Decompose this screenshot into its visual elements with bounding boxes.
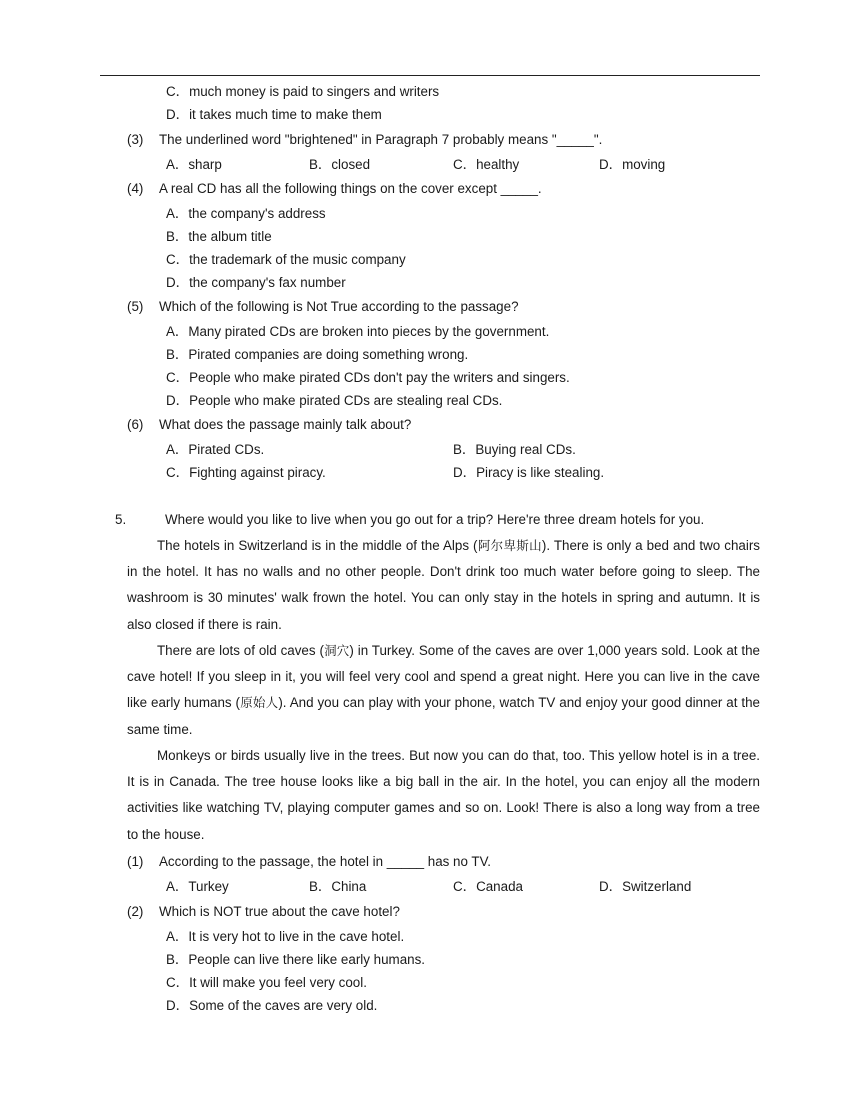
option-a: A．Pirated CDs. xyxy=(166,442,265,457)
question-stem: According to the passage, the hotel in _____ has no TV. xyxy=(159,854,492,869)
option-b: B．the album title xyxy=(166,229,272,244)
option-b: B．People can live there like early humans. xyxy=(166,952,426,967)
option-c: C．the trademark of the music company xyxy=(166,252,406,267)
option-b: B．Buying real CDs. xyxy=(453,442,576,457)
option-c: C．Canada xyxy=(453,879,523,894)
option-d: D．moving xyxy=(599,157,666,172)
option-b: B．China xyxy=(309,879,367,894)
option-c: C．healthy xyxy=(453,157,520,172)
paragraph-turkey: There are lots of old caves (洞穴) in Turkey. Some of the caves are over 1,000 years sold. Look at the cave hotel! If you sleep in it, you will feel very cool and spend a great night. Here you can live in the cave like early humans (原始人). And you can play with your phone, watch TV and enjoy your good dinner at the same time. xyxy=(127,643,760,737)
option-d: D．the company's fax number xyxy=(166,275,346,290)
option-a: A．sharp xyxy=(166,157,222,172)
question-stem: Which is NOT true about the cave hotel? xyxy=(159,904,400,919)
passage-number: 5. xyxy=(115,512,127,527)
question-number: (1) xyxy=(127,854,144,869)
question-stem: Which of the following is Not True according to the passage? xyxy=(159,299,519,314)
question-number: (3) xyxy=(127,132,144,147)
paragraph-canada: Monkeys or birds usually live in the trees. But now you can do that, too. This yellow hotel is in a tree. It is in Canada. The tree house looks like a big ball in the air. In the hotel, you can enjoy all the modern activities like watching TV, playing computer games and so on. Look! There is also a long way from a tree to the house. xyxy=(127,748,760,842)
option-c: C．much money is paid to singers and writers xyxy=(166,84,440,99)
question-number: (2) xyxy=(127,904,144,919)
option-c: C．Fighting against piracy. xyxy=(166,465,326,480)
header-rule xyxy=(100,75,760,76)
option-d: D．it takes much time to make them xyxy=(166,107,382,122)
option-a: A．Many pirated CDs are broken into pieces by the government. xyxy=(166,324,550,339)
option-a: A．Turkey xyxy=(166,879,229,894)
question-stem: The underlined word "brightened" in Paragraph 7 probably means "_____". xyxy=(159,132,603,147)
question-number: (5) xyxy=(127,299,144,314)
option-d: D．Piracy is like stealing. xyxy=(453,465,605,480)
option-b: B．Pirated companies are doing something wrong. xyxy=(166,347,469,362)
option-b: B．closed xyxy=(309,157,371,172)
question-stem: What does the passage mainly talk about? xyxy=(159,417,412,432)
option-d: D．Some of the caves are very old. xyxy=(166,998,378,1013)
option-c: C．It will make you feel very cool. xyxy=(166,975,367,990)
question-number: (6) xyxy=(127,417,144,432)
question-number: (4) xyxy=(127,181,144,196)
option-d: D．Switzerland xyxy=(599,879,692,894)
paragraph-switzerland: The hotels in Switzerland is in the middle of the Alps (阿尔卑斯山). There is only a bed and two chairs in the hotel. It has no walls and no other people. Don't drink too much water before going to sleep. The washroom is 30 minutes' walk frown the hotel. You can only stay in the hotels in spring and autumn. It is also closed if there is rain. xyxy=(127,538,760,632)
passage-intro: Where would you like to live when you go out for a trip? Here're three dream hotels for you. xyxy=(165,512,705,527)
option-a: A．the company's address xyxy=(166,206,326,221)
option-d: D．People who make pirated CDs are stealing real CDs. xyxy=(166,393,503,408)
option-a: A．It is very hot to live in the cave hotel. xyxy=(166,929,405,944)
option-c: C．People who make pirated CDs don't pay the writers and singers. xyxy=(166,370,570,385)
question-stem: A real CD has all the following things on the cover except _____. xyxy=(159,181,542,196)
